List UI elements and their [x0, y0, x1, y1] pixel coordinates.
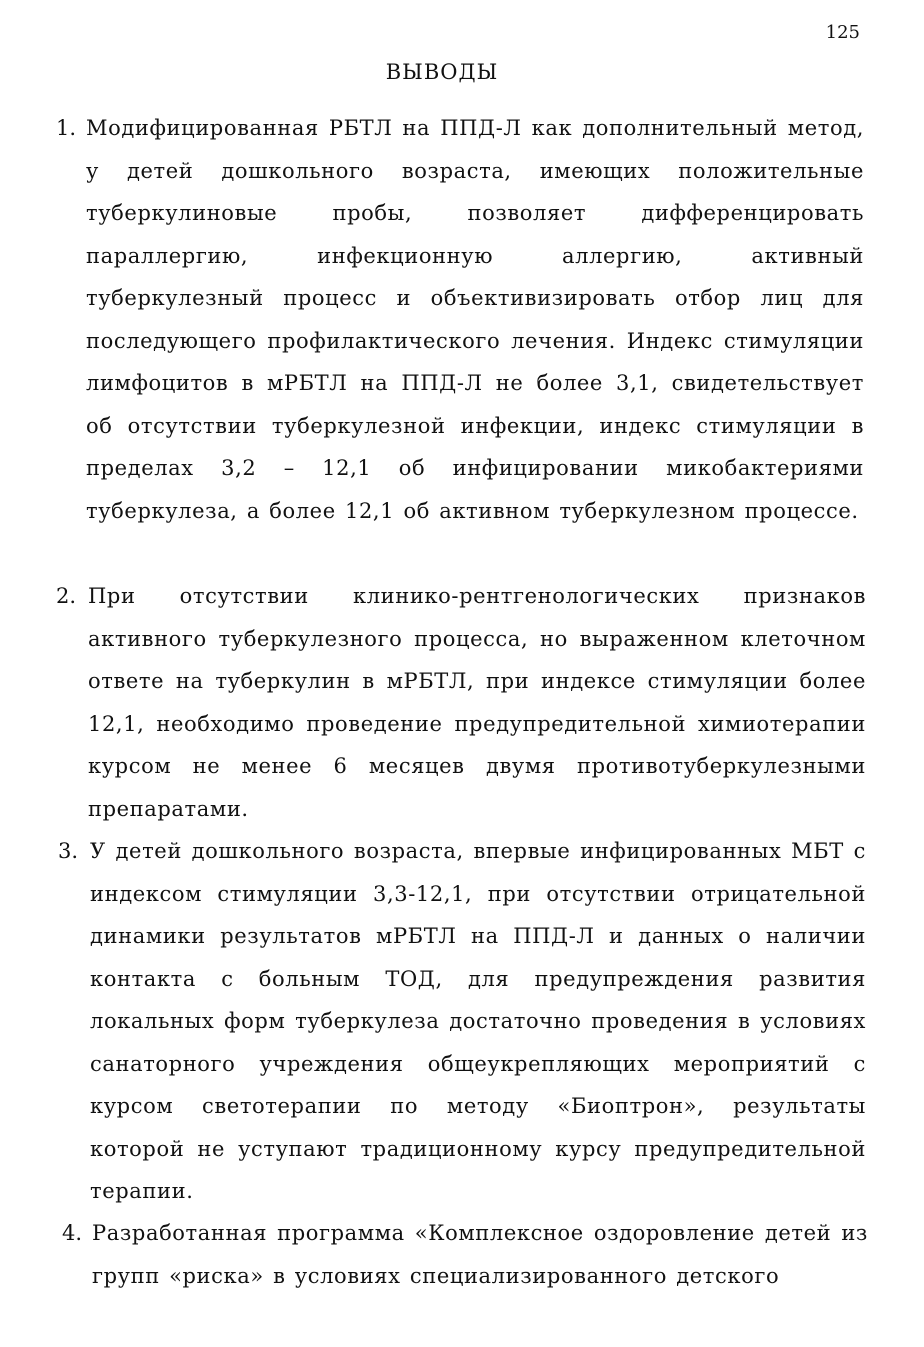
page-number: 125	[825, 22, 860, 43]
item-text: При отсутствии клинико-рентгенологических признаков активного туберкулезного процесса, но выраженном клеточном ответе на туберкулин в мРБТЛ, при индексе стимуляции более 12,1, необходимо проведение предупредительной химиотерапии курсом не менее 6 месяцев двумя противотуберкулезными препаратами.	[88, 584, 866, 821]
item-number: 2.	[56, 584, 77, 608]
item-text: У детей дошкольного возраста, впервые инфицированных МБТ с индексом стимуляции 3,3-12,1, при отсутствии отрицательной динамики результатов мРБТЛ на ППД-Л и данных о наличии контакта с больным ТОД, для предупреждения развития локальных форм туберкулеза достаточно проведения в условиях санаторного учреждения общеукрепляющих мероприятий с курсом светотерапии по методу «Биоптрон», результаты которой не уступают традиционному курсу предупредительной терапии.	[90, 839, 866, 1203]
item-text: Разработанная программа «Комплексное оздоровление детей из групп «риска» в условиях специализированного детского	[92, 1221, 868, 1288]
item-number: 4.	[62, 1221, 83, 1245]
item-text: Модифицированная РБТЛ на ППД-Л как дополнительный метод, у детей дошкольного возраста, имеющих положительные туберкулиновые пробы, позволяет дифференцировать параллергию, инфекционную аллергию, активный туберкулезный процесс и объективизировать отбор лиц для последующего профилактического лечения. Индекс стимуляции лимфоцитов в мРБТЛ на ППД-Л не более 3,1, свидетельствует об отсутствии туберкулезной инфекции, индекс стимуляции в пределах 3,2 – 12,1 об инфицировании микобактериями туберкулеза, а более 12,1 об активном туберкулезном процессе.	[86, 116, 864, 523]
item-number: 3.	[58, 839, 79, 863]
page-title: ВЫВОДЫ	[385, 60, 499, 84]
item-number: 1.	[56, 116, 77, 140]
